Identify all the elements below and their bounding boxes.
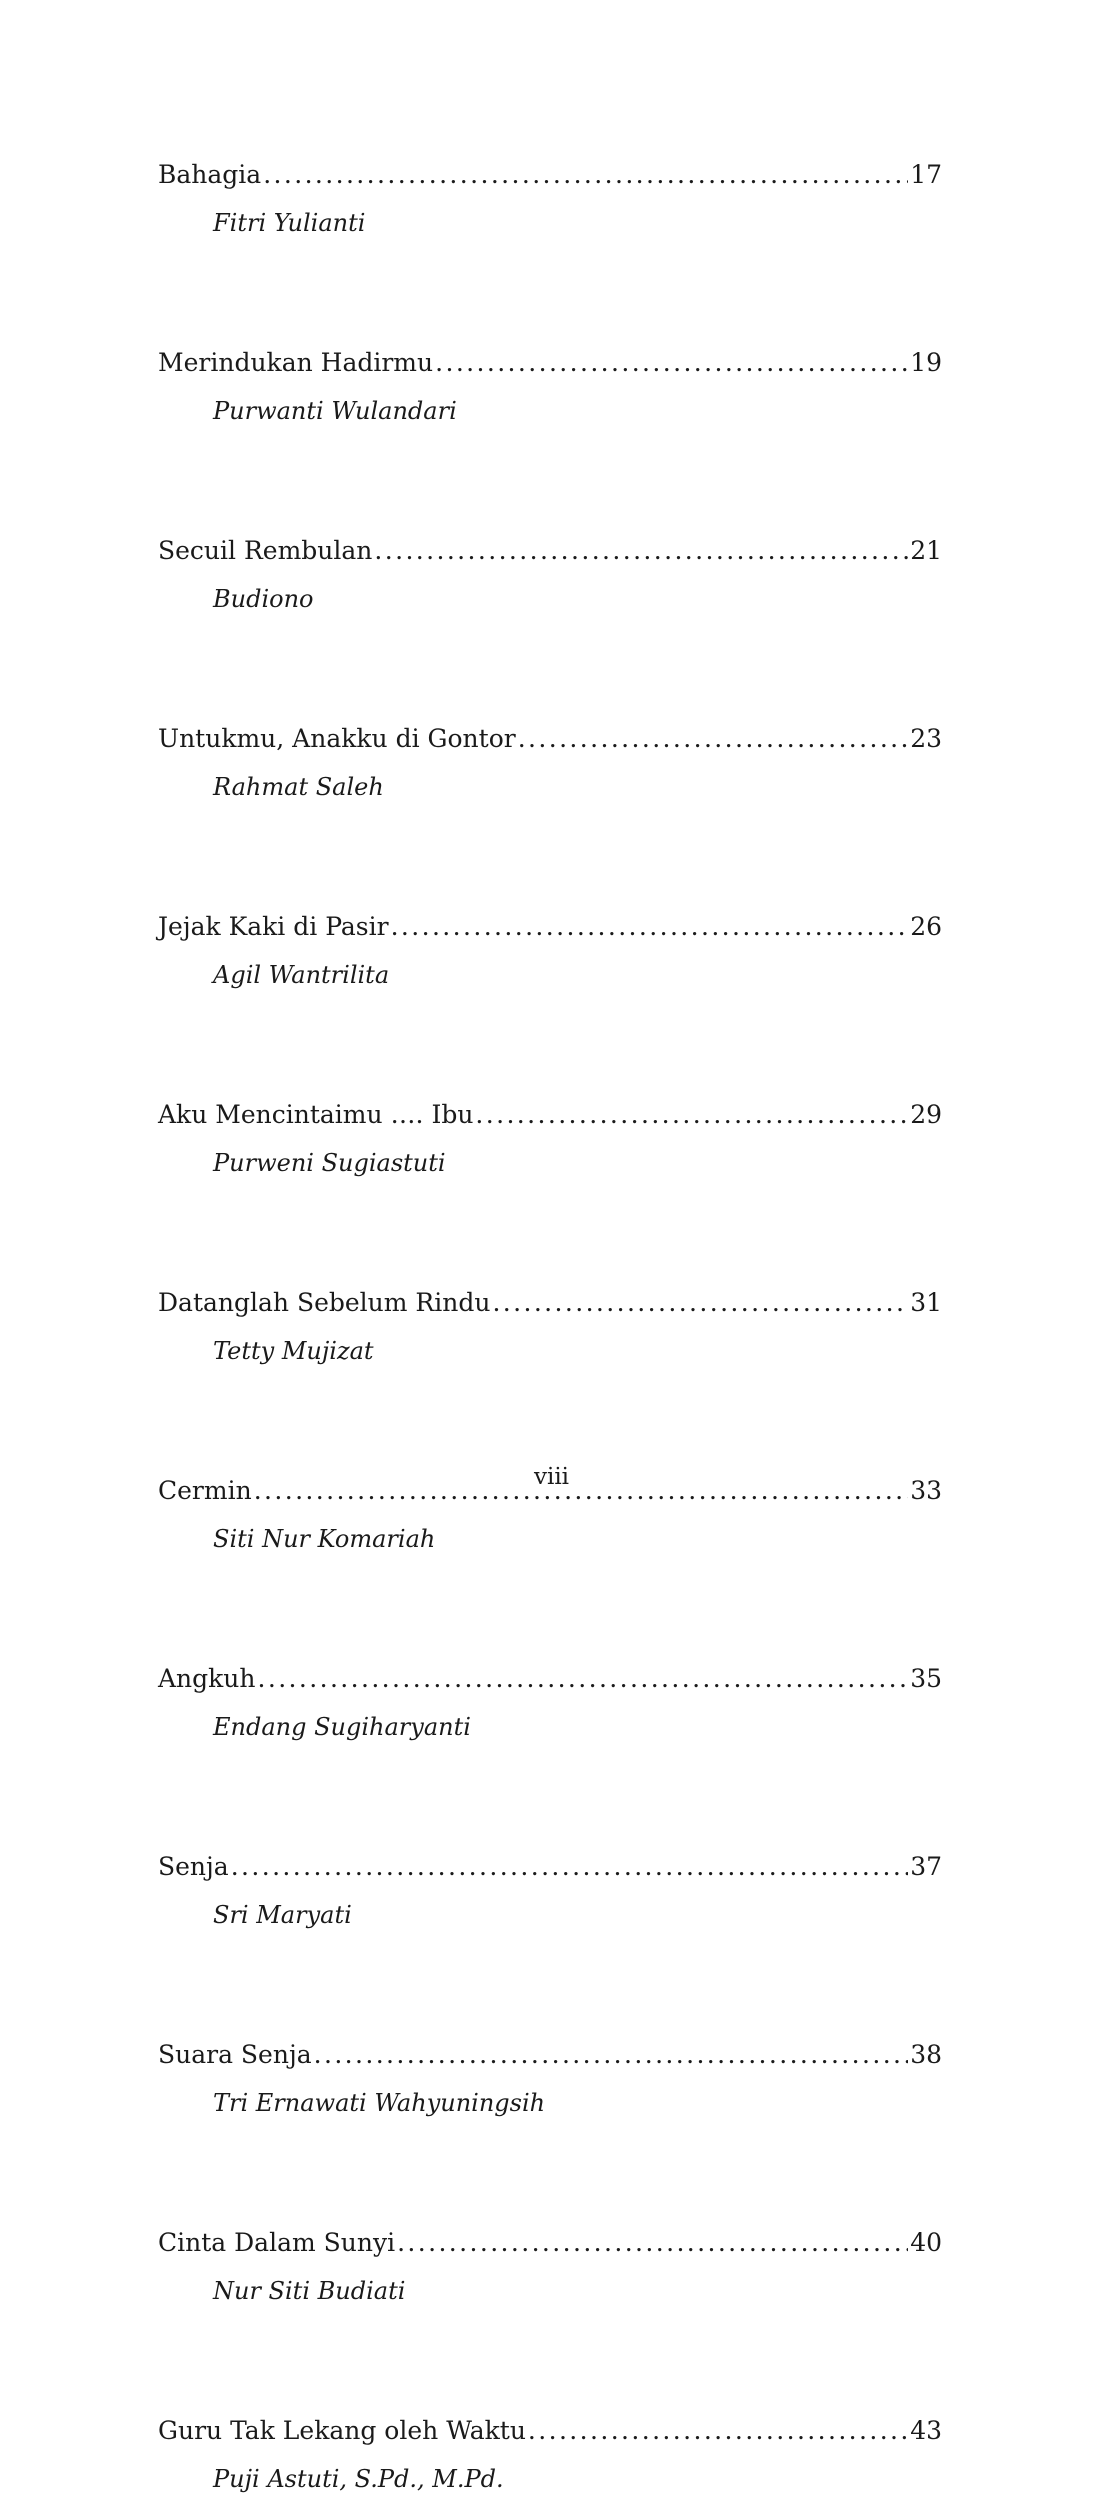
toc-entry (158, 904, 942, 1092)
toc-title-row[interactable] (158, 904, 942, 950)
page-number: 23 (910, 724, 942, 753)
dot-leader (374, 528, 908, 574)
toc-entry (158, 1092, 942, 1280)
toc-title-row[interactable] (158, 528, 942, 574)
entry-title: Cermin (158, 1476, 252, 1505)
page-number: 17 (910, 160, 942, 189)
entry-author: Siti Nur Komariah (213, 1525, 436, 1553)
page-number: 37 (910, 1852, 942, 1881)
toc-entry (158, 2220, 942, 2408)
page-number: 31 (910, 1288, 942, 1317)
entry-title: Datanglah Sebelum Rindu (158, 1288, 491, 1317)
entry-title: Bahagia (158, 160, 262, 189)
dot-leader (258, 1656, 909, 1702)
page-number: 19 (910, 348, 942, 377)
toc-entry (158, 2408, 942, 2502)
page-folio: viii (533, 1464, 570, 1490)
toc-title-row[interactable] (158, 1280, 942, 1326)
dot-leader (518, 716, 908, 762)
toc-title-row[interactable] (158, 1656, 942, 1702)
entry-author: Agil Wantrilita (213, 961, 390, 989)
entry-author: Budiono (213, 585, 314, 613)
page-number: 40 (910, 2228, 942, 2257)
dot-leader (314, 2032, 909, 2078)
toc-title-row[interactable] (158, 152, 942, 198)
entry-author: Rahmat Saleh (213, 773, 384, 801)
entry-title: Merindukan Hadirmu (158, 348, 434, 377)
toc-entry (158, 340, 942, 528)
entry-author: Tri Ernawati Wahyuningsih (213, 2089, 546, 2117)
toc-entry (158, 528, 942, 716)
toc-entry (158, 716, 942, 904)
toc-entry (158, 1280, 942, 1468)
entry-title: Guru Tak Lekang oleh Waktu (158, 2416, 526, 2445)
entry-title: Suara Senja (158, 2040, 312, 2069)
dot-leader (492, 1280, 908, 1326)
entry-title: Angkuh (158, 1664, 256, 1693)
entry-title: Secuil Rembulan (158, 536, 373, 565)
dot-leader (528, 2408, 908, 2454)
dot-leader (391, 904, 909, 950)
dot-leader (397, 2220, 908, 2266)
page-number: 35 (910, 1664, 942, 1693)
entry-title: Untukmu, Anakku di Gontor (158, 724, 516, 753)
page-number: 43 (910, 2416, 942, 2445)
entry-author: Nur Siti Budiati (213, 2277, 406, 2305)
dot-leader (435, 340, 908, 386)
page-number: 29 (910, 1100, 942, 1129)
page-number: 26 (910, 912, 942, 941)
entry-author: Purweni Sugiastuti (213, 1149, 446, 1177)
entry-author: Sri Maryati (213, 1901, 352, 1929)
entry-author: Puji Astuti, S.Pd., M.Pd. (213, 2465, 504, 2493)
page-number: 38 (910, 2040, 942, 2069)
toc-entry (158, 2032, 942, 2220)
toc-title-row[interactable] (158, 2408, 942, 2454)
entry-title: Senja (158, 1852, 229, 1881)
entry-author: Endang Sugiharyanti (213, 1713, 471, 1741)
entry-title: Aku Mencintaimu …. Ibu (158, 1100, 474, 1129)
toc-title-row[interactable] (158, 2032, 942, 2078)
toc-title-row[interactable] (158, 1844, 942, 1890)
entry-title: Jejak Kaki di Pasir (158, 912, 389, 941)
toc-title-row[interactable] (158, 2220, 942, 2266)
dot-leader (231, 1844, 909, 1890)
page-number: 33 (910, 1476, 942, 1505)
toc-entry (158, 1468, 942, 1656)
page-number: 21 (910, 536, 942, 565)
entry-author: Purwanti Wulandari (213, 397, 457, 425)
toc-entry (158, 152, 942, 340)
toc-entry (158, 1844, 942, 2032)
entry-author: Tetty Mujizat (213, 1337, 374, 1365)
entry-author: Fitri Yulianti (213, 209, 366, 237)
table-of-contents (158, 152, 942, 2502)
toc-title-row[interactable] (158, 1092, 942, 1138)
toc-title-row[interactable] (158, 716, 942, 762)
dot-leader (475, 1092, 908, 1138)
toc-title-row[interactable] (158, 340, 942, 386)
dot-leader (263, 152, 908, 198)
toc-entry (158, 1656, 942, 1844)
entry-title: Cinta Dalam Sunyi (158, 2228, 396, 2257)
